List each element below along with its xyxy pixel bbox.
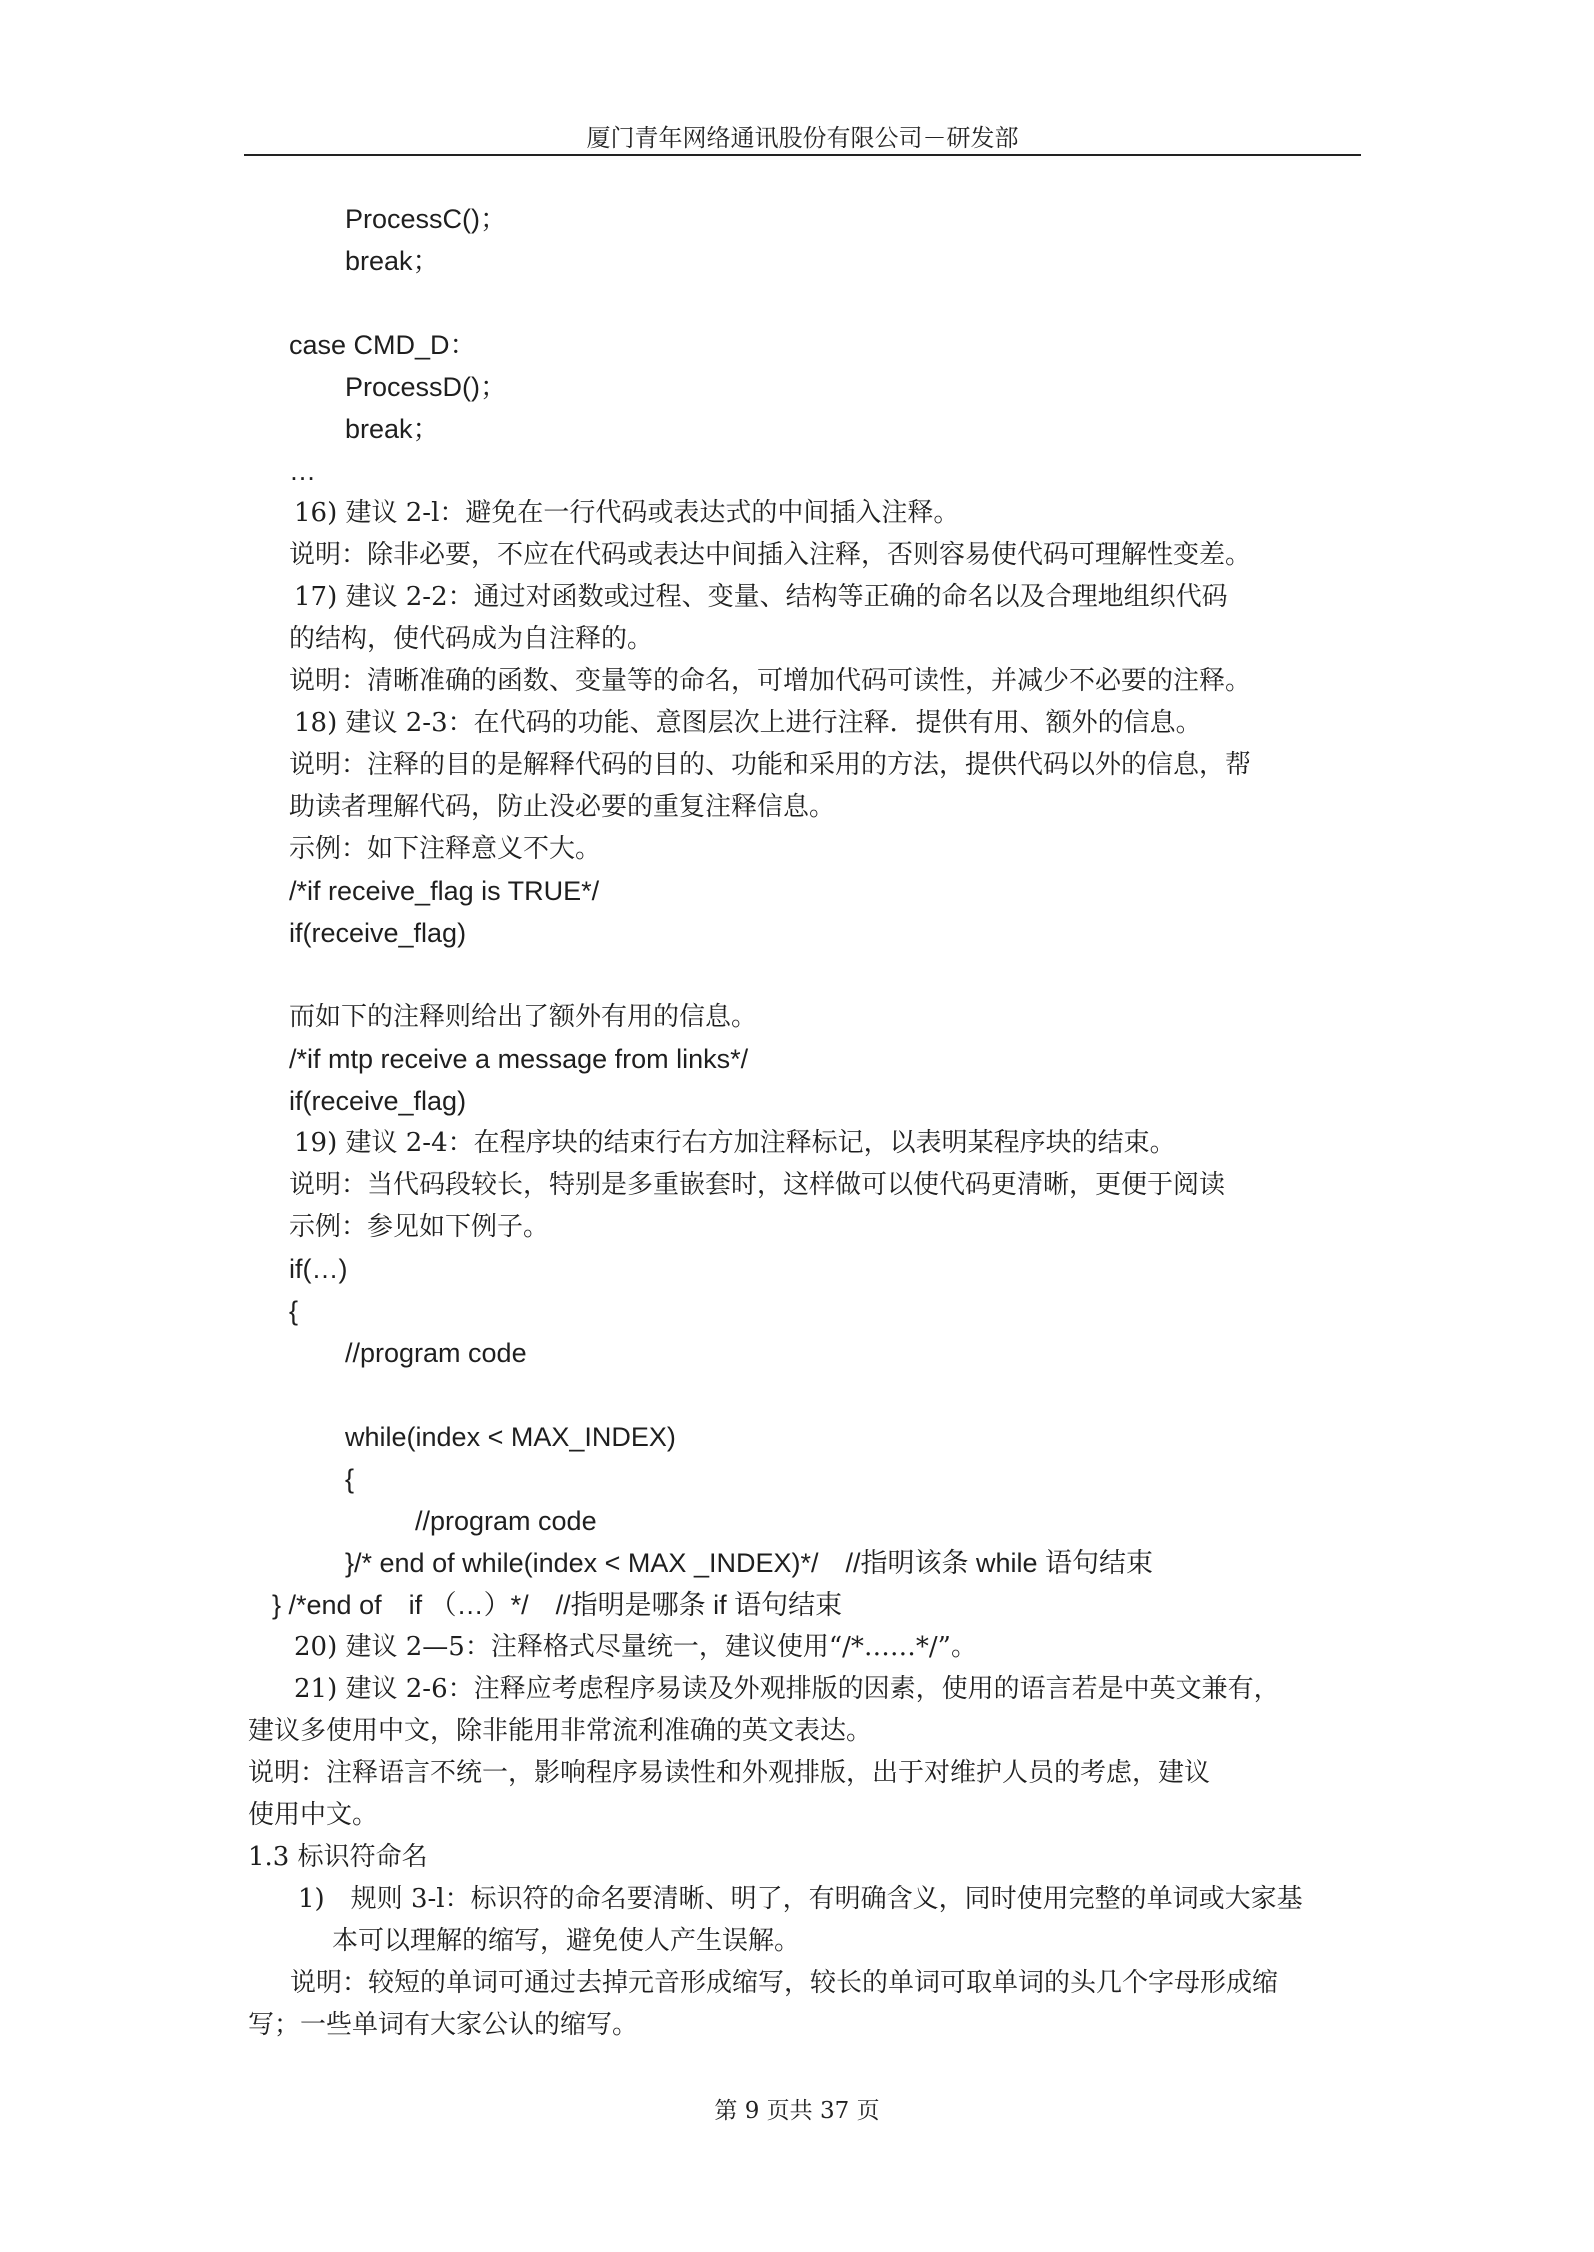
text-line: 说明：清晰准确的函数、变量等的命名，可增加代码可读性，并减少不必要的注释。 <box>289 666 1252 696</box>
text-line: 20) 建议 2—5：注释格式尽量统一，建议使用“/*……*/”。 <box>294 1632 977 1662</box>
code-line: if(receive_flag) <box>289 918 467 948</box>
code-line: //program code <box>415 1506 597 1536</box>
code-line: case CMD_D： <box>289 330 477 360</box>
text-line: 示例：参见如下例子。 <box>289 1212 550 1242</box>
text-line: 的结构，使代码成为自注释的。 <box>289 624 654 654</box>
text-line: 21) 建议 2-6：注释应考虑程序易读及外观排版的因素，使用的语言若是中英文兼有， <box>294 1674 1280 1704</box>
text-line: 18) 建议 2-3：在代码的功能、意图层次上进行注释．提供有用、额外的信息。 <box>294 708 1202 738</box>
code-line: break； <box>345 246 440 276</box>
code-line: { <box>345 1464 355 1494</box>
code-line: } /*end of if （…）*/ //指明是哪条 if 语句结束 <box>272 1590 843 1620</box>
section-heading: 1.3 标识符命名 <box>248 1842 428 1872</box>
text-line: 说明：除非必要，不应在代码或表达中间插入注释，否则容易使代码可理解性变差。 <box>289 540 1252 570</box>
code-line: while(index < MAX_INDEX) <box>345 1422 676 1452</box>
code-line: }/* end of while(index < MAX _INDEX)*/ //指明该条 while 语句结束 <box>345 1548 1154 1578</box>
text-line: 而如下的注释则给出了额外有用的信息。 <box>289 1002 758 1032</box>
header-divider <box>244 154 1361 156</box>
text-line: 16) 建议 2-l：避免在一行代码或表达式的中间插入注释。 <box>294 498 960 528</box>
text-line: 本可以理解的缩写，避免使人产生误解。 <box>332 1926 801 1956</box>
code-line: /*if receive_flag is TRUE*/ <box>289 876 600 906</box>
text-line: 建议多使用中文，除非能用非常流利准确的英文表达。 <box>248 1716 873 1746</box>
text-line: 示例：如下注释意义不大。 <box>289 834 602 864</box>
code-line: break； <box>345 414 440 444</box>
text-line: 使用中文。 <box>248 1800 379 1830</box>
code-line: ProcessC()； <box>345 204 508 234</box>
page-header: 厦门青年网络通讯股份有限公司－研发部 <box>586 124 1019 152</box>
text-line: 说明：较短的单词可通过去掉元音形成缩写，较长的单词可取单词的头几个字母形成缩 <box>290 1968 1279 1998</box>
page-number: 第 9 页共 37 页 <box>714 2098 880 2124</box>
code-line: ProcessD()； <box>345 372 508 402</box>
text-line: 说明：注释的目的是解释代码的目的、功能和采用的方法，提供代码以外的信息，帮 <box>289 750 1252 780</box>
text-line: 说明：当代码段较长，特别是多重嵌套时，这样做可以使代码更清晰，更便于阅读 <box>289 1170 1226 1200</box>
code-line: //program code <box>345 1338 527 1368</box>
text-line: 17) 建议 2-2：通过对函数或过程、变量、结构等正确的命名以及合理地组织代码 <box>294 582 1228 612</box>
text-line: 1) 规则 3-l：标识符的命名要清晰、明了，有明确含义，同时使用完整的单词或大家基 <box>298 1884 1303 1914</box>
text-line: 写；一些单词有大家公认的缩写。 <box>248 2010 639 2040</box>
code-line: if(receive_flag) <box>289 1086 467 1116</box>
text-line: 说明：注释语言不统一，影响程序易读性和外观排版，出于对维护人员的考虑，建议 <box>248 1758 1211 1788</box>
code-line: … <box>289 456 316 486</box>
code-line: { <box>289 1296 299 1326</box>
code-line: if(…) <box>289 1254 348 1284</box>
code-line: /*if mtp receive a message from links*/ <box>289 1044 749 1074</box>
text-line: 助读者理解代码，防止没必要的重复注释信息。 <box>289 792 836 822</box>
text-line: 19) 建议 2-4：在程序块的结束行右方加注释标记，以表明某程序块的结束。 <box>294 1128 1176 1158</box>
